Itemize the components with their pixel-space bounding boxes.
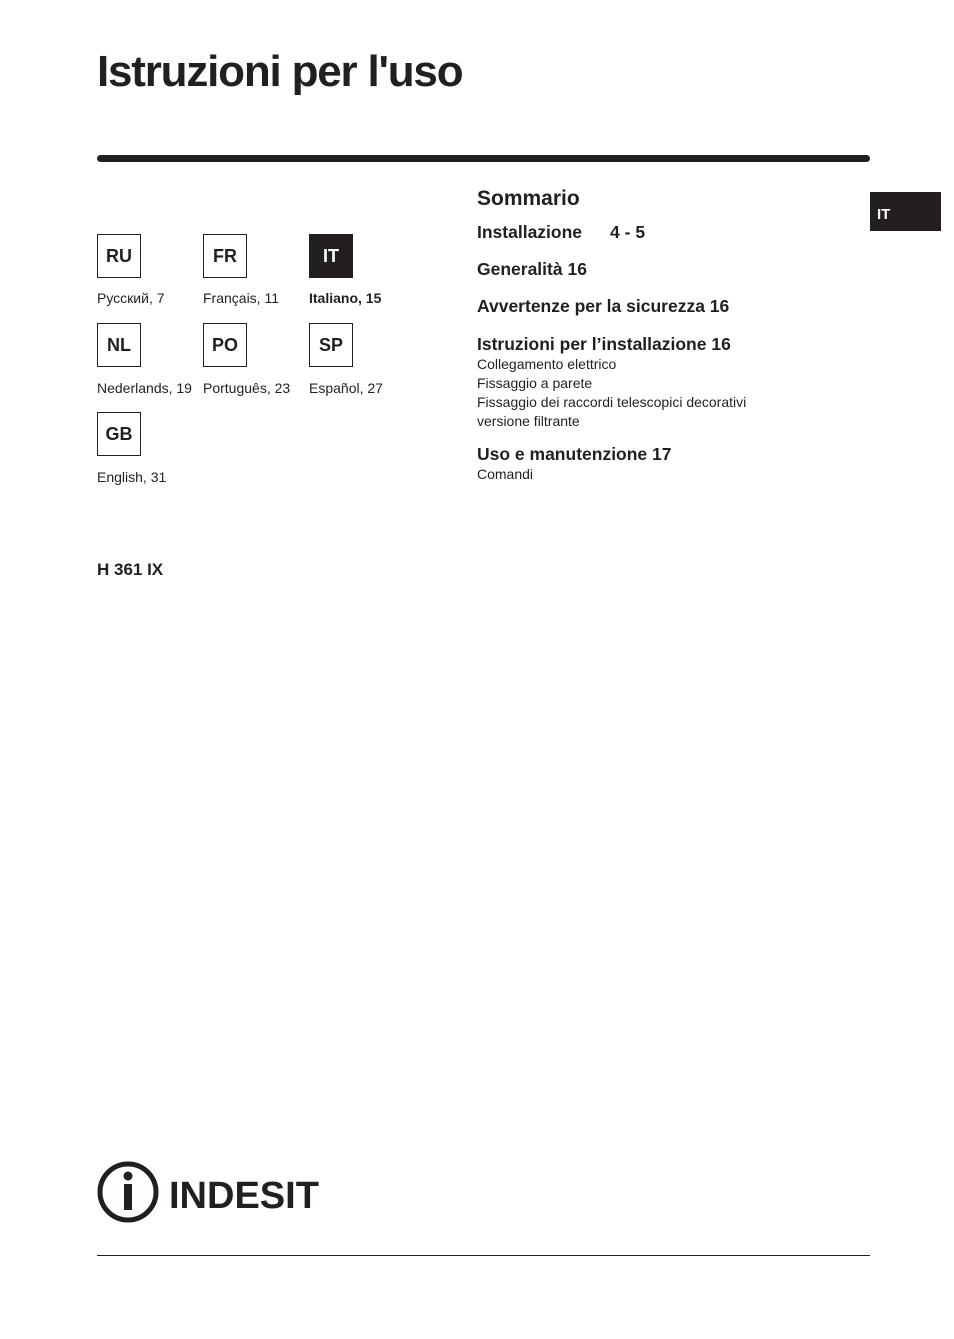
lang-label-fr: Français, 11	[203, 290, 279, 306]
lang-label-gb: English, 31	[97, 469, 167, 485]
toc-subitem: Fissaggio dei raccordi telescopici decorativi	[477, 394, 747, 410]
toc-sublist-installazione	[477, 355, 857, 431]
toc-subitem: Fissaggio a parete	[477, 375, 593, 391]
lang-box-nl: NL	[97, 323, 141, 367]
top-divider	[97, 155, 870, 162]
lang-box-fr: FR	[203, 234, 247, 278]
page-title: Istruzioni per l'uso	[97, 47, 463, 96]
toc-entry-istruzioni-installazione: Istruzioni per l’installazione 16	[477, 334, 731, 354]
toc-sublist-uso	[477, 465, 857, 484]
toc-entry-uso-manutenzione: Uso e manutenzione 17	[477, 444, 672, 464]
toc-entry-generalita: Generalità 16	[477, 259, 587, 279]
toc-entry-avvertenze: Avvertenze per la sicurezza 16	[477, 296, 730, 316]
logo-i-stem	[124, 1184, 132, 1210]
lang-label-it: Italiano, 15	[309, 290, 382, 306]
language-side-tab: IT	[870, 192, 941, 231]
lang-box-gb: GB	[97, 412, 141, 456]
toc-entry-installazione	[477, 221, 857, 243]
lang-box-it: IT	[309, 234, 353, 278]
lang-label-ru: Русский, 7	[97, 290, 165, 306]
toc-heading: Sommario	[477, 187, 580, 210]
logo-wordmark: INDESIT	[169, 1175, 319, 1217]
lang-box-sp: SP	[309, 323, 353, 367]
toc-subitem: Collegamento elettrico	[477, 356, 617, 372]
lang-label-sp: Español, 27	[309, 380, 383, 396]
toc-subitem: Comandi	[477, 466, 534, 482]
toc-entry-title: Installazione	[477, 222, 583, 242]
toc-subitem: versione filtrante	[477, 413, 580, 429]
table-of-contents	[477, 186, 857, 484]
bottom-divider	[97, 1255, 870, 1256]
logo-i-dot	[124, 1172, 133, 1181]
toc-entry-page: 4 - 5	[610, 222, 646, 242]
indesit-logo	[97, 1160, 332, 1224]
lang-label-nl: Nederlands, 19	[97, 380, 192, 396]
model-number: H 361 IX	[97, 560, 164, 579]
lang-box-ru: RU	[97, 234, 141, 278]
lang-box-po: PO	[203, 323, 247, 367]
lang-label-po: Português, 23	[203, 380, 291, 396]
